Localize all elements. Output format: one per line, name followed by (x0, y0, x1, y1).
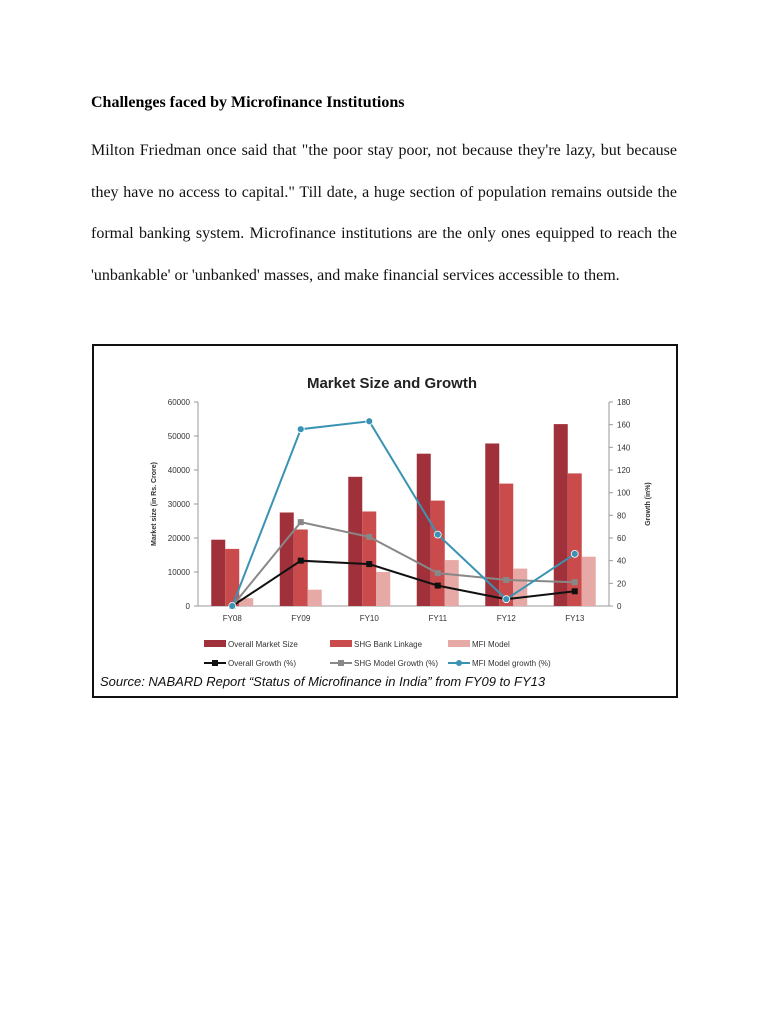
line-point (229, 603, 236, 610)
legend-label: Overall Growth (%) (228, 659, 297, 668)
y2-axis-label (645, 482, 652, 526)
y2-tick-label: 0 (617, 602, 622, 611)
y-tick-label: 40000 (167, 466, 190, 475)
line-point (298, 558, 304, 564)
legend-swatch (204, 640, 226, 647)
bar (568, 473, 582, 606)
chart-title: Market Size and Growth (306, 375, 478, 392)
bar (376, 572, 390, 606)
line-point (435, 570, 441, 576)
bar (362, 511, 376, 606)
line-point (434, 531, 441, 538)
x-tick-label: FY12 (496, 614, 516, 623)
x-tick-label: FY08 (222, 614, 242, 623)
bar (308, 590, 322, 606)
x-tick-label: FY10 (359, 614, 379, 623)
y2-tick-label: 80 (617, 511, 626, 521)
y2-axis-label-text: Growth (in%) (645, 482, 652, 526)
line-point (297, 426, 304, 433)
line-point (571, 550, 578, 557)
legend-swatch (330, 640, 352, 647)
market-size-chart (94, 346, 676, 696)
line-point (298, 519, 304, 525)
line-point (572, 588, 578, 594)
y-tick-label: 20000 (167, 534, 190, 543)
legend-label: MFI Model (472, 640, 510, 649)
y-axis-label-text: Market size (in Rs. Crore) (151, 461, 158, 547)
line-point (503, 596, 510, 603)
line-point (503, 577, 509, 583)
bar (499, 484, 513, 606)
y-tick-label: 50000 (167, 432, 190, 441)
y2-tick-label: 100 (617, 488, 631, 498)
x-tick-label: FY13 (565, 614, 585, 623)
y2-tick-label: 160 (617, 420, 631, 430)
y-tick-label: 30000 (167, 500, 190, 509)
y2-tick-label: 40 (617, 556, 626, 566)
legend-marker (212, 660, 218, 666)
legend-marker (338, 660, 344, 666)
line-point (366, 418, 373, 425)
legend-label: Overall Market Size (228, 640, 298, 649)
bar (294, 530, 308, 607)
chart-figure (92, 344, 678, 698)
line-point (366, 534, 372, 540)
legend-label: SHG Model Growth (%) (354, 659, 439, 668)
legend-label: SHG Bank Linkage (354, 640, 423, 649)
y-tick-label: 0 (185, 602, 190, 611)
bar (280, 513, 294, 607)
bar (225, 549, 239, 606)
y2-tick-label: 60 (617, 534, 626, 543)
y-tick-label: 10000 (167, 568, 190, 577)
body-paragraph: Milton Friedman once said that "the poor stay poor, not because they're lazy, but because they have no access to capital." Till date, a huge section of population remains outside the formal banking system. Microfinance institutions are the only ones equipped to reach the 'unbankable' or 'unbanked' masses, and make financial services accessible to them. (91, 142, 677, 284)
line-point (366, 561, 372, 567)
x-tick-label: FY11 (428, 614, 448, 623)
legend-label: MFI Model growth (%) (472, 659, 551, 668)
legend-marker (456, 660, 462, 666)
chart-source: Source: NABARD Report “Status of Microfinance in India” from FY09 to FY13 (100, 674, 546, 689)
y2-tick-label: 180 (617, 398, 631, 407)
line-point (572, 579, 578, 585)
section-heading: Challenges faced by Microfinance Institutions (91, 94, 405, 111)
bar (431, 501, 445, 606)
bar (554, 424, 568, 606)
y-tick-label: 60000 (167, 398, 190, 407)
y2-tick-label: 120 (617, 466, 631, 475)
line-point (435, 583, 441, 589)
bar (582, 557, 596, 606)
legend-swatch (448, 640, 470, 647)
y-axis-label (151, 462, 158, 546)
x-tick-label: FY09 (291, 614, 311, 623)
y2-tick-label: 140 (617, 443, 631, 453)
y2-tick-label: 20 (617, 579, 626, 589)
bar (211, 540, 225, 606)
bar (348, 477, 362, 606)
bar (445, 560, 459, 606)
